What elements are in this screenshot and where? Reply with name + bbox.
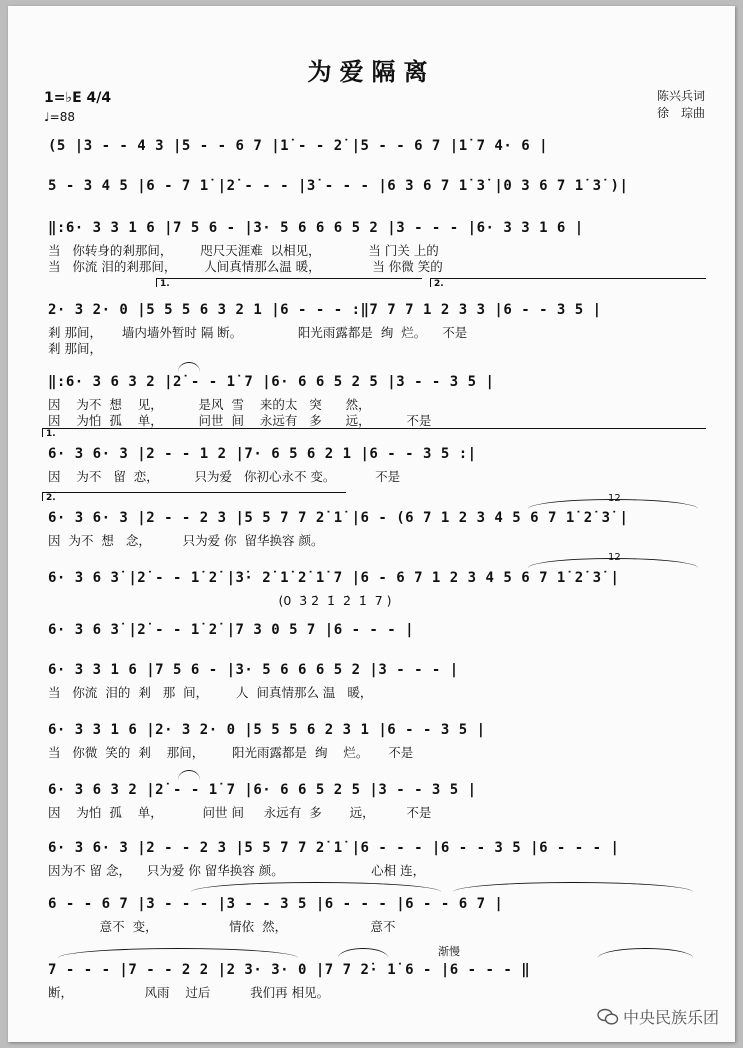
volta-bracket-1b: 1. — [42, 428, 706, 437]
notation-line: ‖:6· 3 6 3 2 |2̇ - - 1̇ 7 |6· 6 6 5 2 5 |3 - - 3 5 | — [48, 374, 495, 390]
watermark-text: 中央民族乐团 — [622, 1008, 719, 1027]
lyric-line: 当 你微 笑的 剎 那间， 阳光雨露都是 绚 烂。 不是 — [48, 745, 414, 760]
notation-line: 6· 3 6· 3 |2 - - 2 3 |5 5 7 7 2̇ 1̇ |6 - - - |6 - - 3 5 |6 - - - | — [48, 840, 620, 856]
lyric-line: 因 为不 想 见， 是风 雪 来的太 突 然， — [48, 397, 371, 412]
tuplet-mark-2: 12 — [608, 552, 621, 563]
slur — [178, 770, 200, 780]
key-signature: 1=♭E 4/4 — [44, 90, 112, 106]
volta-bracket-1: 1. — [156, 278, 422, 287]
lyric-line: 因 为不 留 恋， 只为爱 你初心永不 变。 不是 — [48, 469, 401, 484]
notation-line: 6· 3 6 3̇ |2̇ - - 1̇ 2̇ |3̇· 2̇ 1̇ 2̇ 1̇ 7 |6 - 6 7 1 2 3 4 5 6 7 1̇ 2̇ 3̇ | — [48, 570, 620, 586]
notation-line: 5 - 3 4 5 |6 - 7 1̇ |2̇ - - - |3̇ - - - |6 3 6 7 1̇ 3̇ |0 3 6 7 1̇ 3̇ )| — [48, 178, 629, 194]
lyricist: 陈兴兵词 — [656, 89, 705, 103]
lyric-line: 当 你流 泪的剎那间， 人间真情那么温 暖， 当 你微 笑的 — [48, 259, 443, 274]
lyric-line: 剎 那间， — [48, 341, 102, 356]
slur — [453, 882, 693, 892]
credits — [657, 88, 705, 122]
slur — [58, 948, 298, 958]
notation-line: 2· 3 2· 0 |5 5 5 6 3 2 1 |6 - - - :‖7 7 7 1 2 3 3 |6 - - 3 5 | — [48, 302, 602, 318]
slur — [598, 948, 693, 958]
notation-line: 6· 3 6 3 2 |2̇ - - 1̇ 7 |6· 6 6 5 2 5 |3 - - 3 5 | — [48, 782, 477, 798]
lyric-line: 意不 变， 情依 然， 意不 — [48, 919, 396, 934]
composer: 徐 琮曲 — [656, 106, 705, 120]
notation-line: 6 - - 6 7 |3 - - - |3 - - 3 5 |6 - - - |6 - - 6 7 | — [48, 896, 504, 912]
notation-line: 7 - - - |7 - - 2 2 |2 3· 3· 0 |7 7 2̇· 1̇ 6 - |6 - - - ‖ — [48, 962, 531, 978]
lyric-line: 因 为怕 孤 单， 问世 间 永远有 多 远， 不是 — [48, 805, 432, 820]
lyric-line: 当 你转身的剎那间， 咫尺天涯难 以相见， 当 门关 上的 — [48, 243, 439, 258]
wechat-icon — [597, 1008, 619, 1026]
slur — [178, 362, 200, 372]
notation-line: 6· 3 6· 3 |2 - - 1 2 |7· 6 5 6 2 1 |6 - - 3 5 :| — [48, 446, 477, 462]
lyric-line: 当 你流 泪的 剎 那 间， 人 间真情那么 温 暖， — [48, 685, 373, 700]
watermark — [597, 1005, 719, 1028]
lyric-line: (0 3̇ 2̇ 1̇ 2̇ 1̇ 7 ) — [48, 593, 392, 608]
lyric-line: 剎 那间， 墙内墙外暂时 隔 断。 阳光雨露都是 绚 烂。 不是 — [48, 325, 468, 340]
song-title: 为爱隔离 — [307, 57, 436, 86]
notation-line: 6· 3 3 1 6 |7 5 6 - |3· 5 6 6 6 5 2 |3 - - - | — [48, 662, 459, 678]
lyric-line: 因 为不 想 念， 只为爱 你 留华换容 颜。 — [48, 533, 324, 548]
ritardando-mark: 渐慢 — [438, 945, 460, 958]
notation-line: 6· 3 6· 3 |2 - - 2 3 |5 5 7 7 2̇ 1̇ |6 - (6 7 1 2 3 4 5 6 7 1̇ 2̇ 3̇ | — [48, 510, 629, 526]
slur — [528, 558, 698, 568]
volta-bracket-2: 2. — [430, 278, 706, 287]
notation-line: 6· 3 3 1 6 |2· 3 2· 0 |5 5 5 6 2 3 1 |6 - - 3 5 | — [48, 722, 486, 738]
tempo-mark: ♩=88 — [44, 110, 75, 124]
notation-line: 6· 3 6 3̇ |2̇ - - 1̇ 2̇ |7 3 0 5 7 |6 - - - | — [48, 622, 415, 638]
notation-line: (5 |3 - - 4 3 |5 - - 6 7 |1̇ - - 2̇ |5 - - 6 7 |1̇ 7 4· 6 | — [48, 138, 549, 154]
tuplet-mark-1: 12 — [608, 493, 621, 504]
lyric-line: 断， 风雨 过后 我们再 相见。 — [48, 985, 330, 1000]
score-page — [8, 6, 735, 1042]
notation-line: ‖:6· 3 3 1 6 |7 5 6 - |3· 5 6 6 6 5 2 |3 - - - |6· 3 3 1 6 | — [48, 220, 584, 236]
lyric-line: 因为不 留 念， 只为爱 你 留华换容 颜。 心相 连， — [48, 863, 426, 878]
volta-bracket-2b: 2. — [42, 492, 346, 501]
lyric-line: 因 为怕 孤 单， 问世 间 永远有 多 远， 不是 — [48, 413, 432, 428]
slur — [338, 948, 388, 958]
slur — [528, 499, 698, 509]
slur — [191, 882, 441, 892]
